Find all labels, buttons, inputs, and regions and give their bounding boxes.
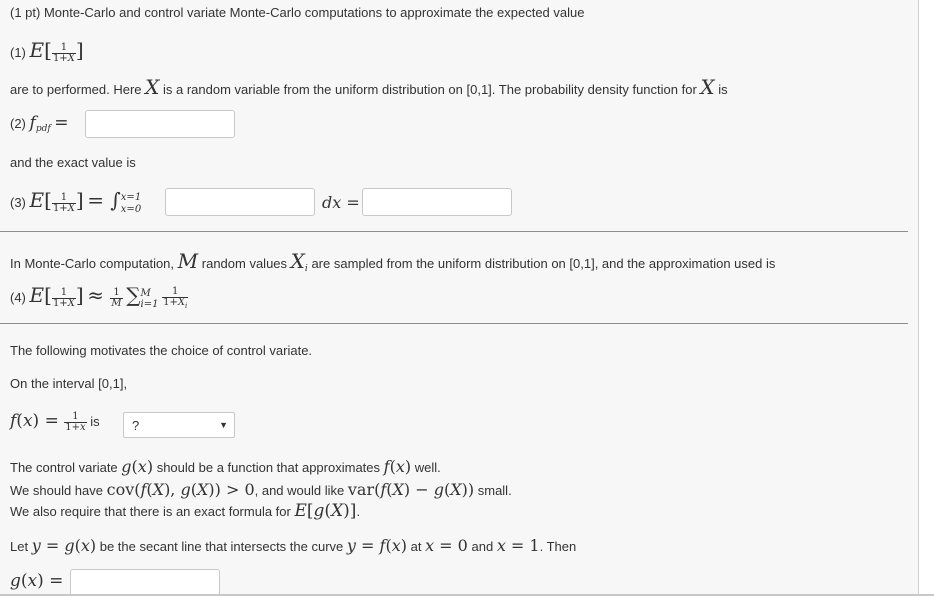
motivates-text: The following motivates the choice of control variate.	[10, 343, 313, 358]
select-value: ?	[132, 418, 140, 433]
property-select[interactable]	[123, 412, 235, 438]
dx-label: dx =	[322, 193, 360, 212]
cv-line-1: The control variate g(x) should be a function that approximates f(x) well.	[10, 457, 441, 476]
equation-2: (2) $f_{pdf}$ =	[10, 113, 69, 134]
mc-text: In Monte-Carlo computation, M random values $X_i$ are sampled from the uniform distribution on [0,1], and the approximation used is	[10, 249, 776, 274]
equation-3: (3) E[ $\frac{1}{1+X}$ ] = ∫ x=1 x=0	[10, 188, 142, 215]
equation-4: (4) E[ $\frac{1}{1+X}$ ] ≈ $\frac{1}{M}$ ∑ M i=1 $\frac{1}{1+X_i}$	[10, 283, 188, 310]
exact-value-input[interactable]	[362, 188, 512, 216]
pdf-input[interactable]	[85, 110, 235, 138]
separator	[0, 323, 908, 324]
interval-text: On the interval [0,1],	[10, 376, 128, 391]
secant-text: Let y = g(x) be the secant line that intersects the curve y = f(x) at x = 0 and x = 1. Then	[10, 536, 577, 555]
f-definition: f(x) = $\frac{1}{1+x}$ is	[10, 411, 100, 434]
cv-line-2: We should have cov(f(X), g(X)) > 0, and would like var(f(X) − g(X)) small.	[10, 480, 512, 499]
exact-intro: and the exact value is	[10, 155, 136, 170]
chevron-down-icon: ▼	[219, 420, 228, 430]
g-definition: g(x) =	[10, 571, 64, 591]
eq1-label: (1)	[10, 45, 26, 60]
right-border	[918, 0, 919, 596]
problem-header: (1 pt) Monte-Carlo and control variate Monte-Carlo computations to approximate the expected value	[10, 5, 585, 20]
equation-1: (1) E[ $\frac{1}{1+X}$ ]	[10, 38, 84, 65]
g-input[interactable]	[70, 569, 220, 594]
integrand-input[interactable]	[165, 188, 315, 216]
performed-text: are to performed. Here X is a random variable from the uniform distribution on [0,1]. The probability density function for X is	[10, 75, 728, 99]
separator	[0, 231, 908, 232]
cv-line-3: We also require that there is an exact formula for E[g(X)].	[10, 501, 361, 521]
